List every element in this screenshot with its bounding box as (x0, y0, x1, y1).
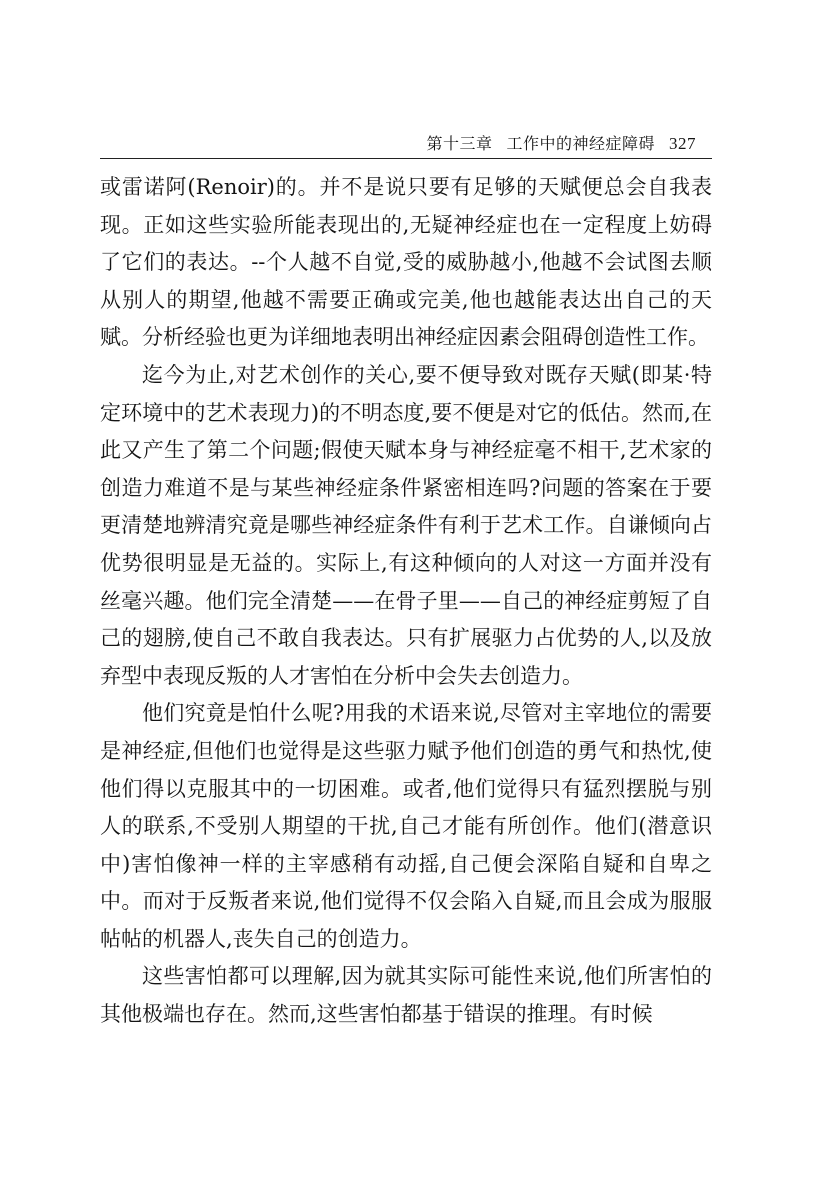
chapter-number: 第十三章 (426, 134, 493, 153)
paragraph: 他们究竟是怕什么呢?用我的术语来说,尽管对主宰地位的需要是神经症,但他们也觉得是这些驱力赋予他们创造的勇气和热忱,使他们得以克服其中的一切困难。或者,他们觉得只有猛烈摆脱与别人的联系,不受别人期望的干扰,自己才能有所创作。他们(潜意识中)害怕像神一样的主宰感稍有动摇,自己便会深陷自疑和自卑之中。而对于反叛者来说,他们觉得不仅会陷入自疑,而且会成为服服帖帖的机器人,丧失自己的创造力。 (100, 701, 712, 951)
header-rule (100, 158, 712, 159)
page-number: 327 (669, 134, 696, 153)
page-header (100, 127, 712, 163)
body-text (100, 169, 712, 1034)
paragraph: 或雷诺阿(Renoir)的。并不是说只要有足够的天赋便总会自我表现。正如这些实验所能表现出的,无疑神经症也在一定程度上妨碍了它们的表达。--个人越不自觉,受的威胁越小,他越不会试图去顺从别人的期望,他越不需要正确或完美,他也越能表达出自己的天赋。分析经验也更为详细地表明出神经症因素会阻碍创造性工作。 (100, 175, 712, 350)
running-head (426, 131, 696, 154)
paragraph: 迄今为止,对艺术创作的关心,要不便导致对既存天赋(即某·特定环境中的艺术表现力)的不明态度,要不便是对它的低估。然而,在此又产生了第二个问题;假使天赋本身与神经症毫不相干,艺术家的创造力难道不是与某些神经症条件紧密相连吗?问题的答案在于要更清楚地辨清究竟是哪些神经症条件有利于艺术工作。自谦倾向占优势很明显是无益的。实际上,有这种倾向的人对这一方面并没有丝毫兴趣。他们完全清楚——在骨子里——自己的神经症剪短了自己的翅膀,使自己不敢自我表达。只有扩展驱力占优势的人,以及放弃型中表现反叛的人才害怕在分析中会失去创造力。 (100, 362, 712, 688)
chapter-title: 工作中的神经症障碍 (506, 134, 655, 153)
paragraph: 这些害怕都可以理解,因为就其实际可能性来说,他们所害怕的其他极端也存在。然而,这些害怕都基于错误的推理。有时候 (100, 964, 712, 1027)
